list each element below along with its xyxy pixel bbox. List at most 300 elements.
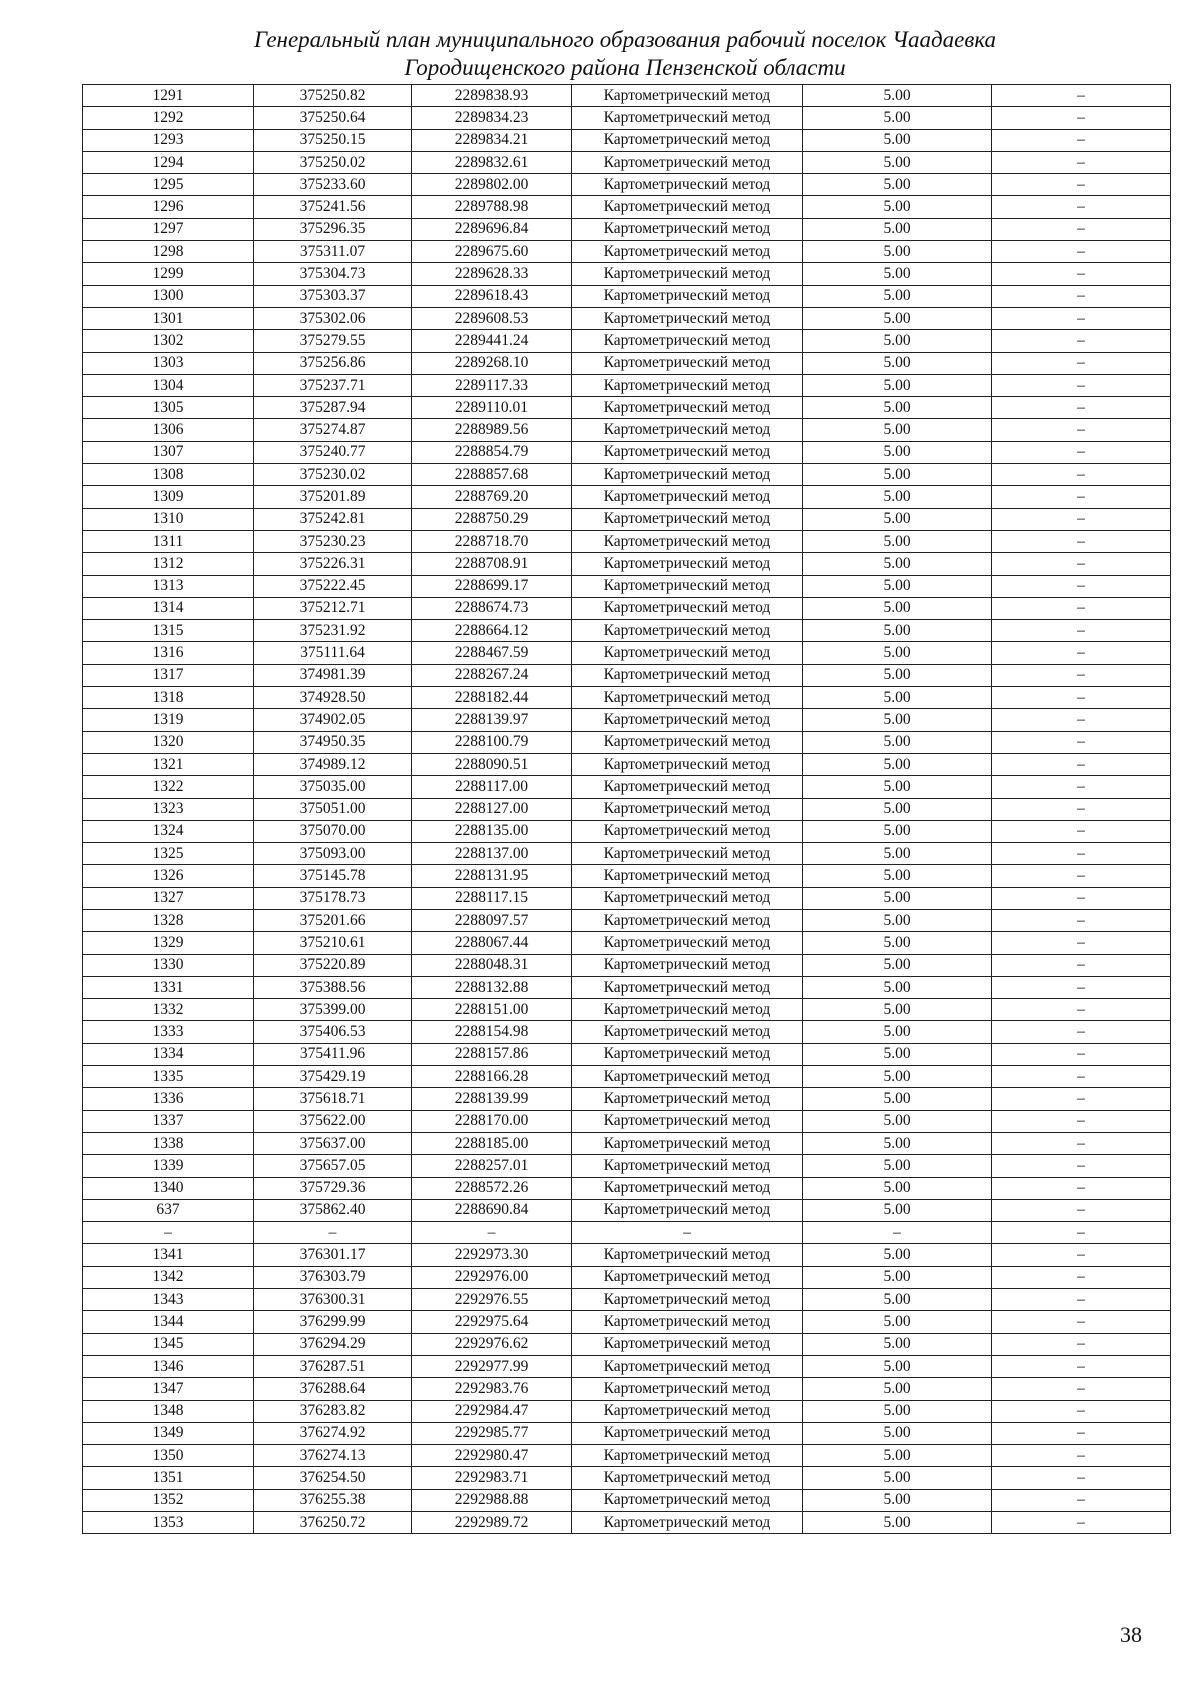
- description-cell: –: [992, 620, 1171, 642]
- method-cell: Картометрический метод: [572, 709, 803, 731]
- method-cell: Картометрический метод: [572, 1177, 803, 1199]
- accuracy-cell: 5.00: [803, 307, 992, 329]
- accuracy-cell: 5.00: [803, 218, 992, 240]
- method-cell: Картометрический метод: [572, 1110, 803, 1132]
- description-cell: –: [992, 1467, 1171, 1489]
- method-cell: Картометрический метод: [572, 174, 803, 196]
- method-cell: Картометрический метод: [572, 1422, 803, 1444]
- x-coordinate-cell: 375388.56: [254, 976, 412, 998]
- table-row: [83, 776, 1171, 798]
- description-cell: –: [992, 1422, 1171, 1444]
- description-cell: –: [992, 553, 1171, 575]
- x-coordinate-cell: 375145.78: [254, 865, 412, 887]
- method-cell: Картометрический метод: [572, 352, 803, 374]
- y-coordinate-cell: 2292985.77: [412, 1422, 572, 1444]
- x-coordinate-cell: 375035.00: [254, 776, 412, 798]
- table-row: [83, 1021, 1171, 1043]
- method-cell: Картометрический метод: [572, 575, 803, 597]
- description-cell: –: [992, 1222, 1171, 1244]
- description-cell: –: [992, 397, 1171, 419]
- table-row: [83, 1311, 1171, 1333]
- point-number-cell: 1291: [83, 85, 254, 107]
- method-cell: Картометрический метод: [572, 330, 803, 352]
- y-coordinate-cell: 2292983.71: [412, 1467, 572, 1489]
- description-cell: –: [992, 976, 1171, 998]
- table-row: [83, 976, 1171, 998]
- method-cell: Картометрический метод: [572, 397, 803, 419]
- point-number-cell: 1329: [83, 932, 254, 954]
- accuracy-cell: 5.00: [803, 397, 992, 419]
- accuracy-cell: 5.00: [803, 1110, 992, 1132]
- point-number-cell: 1308: [83, 464, 254, 486]
- x-coordinate-cell: 375304.73: [254, 263, 412, 285]
- y-coordinate-cell: 2289832.61: [412, 151, 572, 173]
- accuracy-cell: 5.00: [803, 174, 992, 196]
- description-cell: –: [992, 932, 1171, 954]
- accuracy-cell: 5.00: [803, 285, 992, 307]
- description-cell: –: [992, 709, 1171, 731]
- method-cell: Картометрический метод: [572, 976, 803, 998]
- point-number-cell: 1351: [83, 1467, 254, 1489]
- description-cell: –: [992, 776, 1171, 798]
- page-header: [80, 26, 1170, 82]
- table-row: [83, 642, 1171, 664]
- description-cell: –: [992, 1489, 1171, 1511]
- y-coordinate-cell: 2288100.79: [412, 731, 572, 753]
- table-row: [83, 1289, 1171, 1311]
- method-cell: Картометрический метод: [572, 664, 803, 686]
- table-row: [83, 753, 1171, 775]
- x-coordinate-cell: 375250.15: [254, 129, 412, 151]
- method-cell: Картометрический метод: [572, 374, 803, 396]
- accuracy-cell: 5.00: [803, 1489, 992, 1511]
- method-cell: Картометрический метод: [572, 820, 803, 842]
- accuracy-cell: 5.00: [803, 887, 992, 909]
- x-coordinate-cell: 374989.12: [254, 753, 412, 775]
- description-cell: –: [992, 865, 1171, 887]
- accuracy-cell: 5.00: [803, 107, 992, 129]
- accuracy-cell: –: [803, 1222, 992, 1244]
- table-row: [83, 1222, 1171, 1244]
- accuracy-cell: 5.00: [803, 1199, 992, 1221]
- method-cell: Картометрический метод: [572, 798, 803, 820]
- x-coordinate-cell: 374902.05: [254, 709, 412, 731]
- accuracy-cell: 5.00: [803, 151, 992, 173]
- table-row: [83, 1199, 1171, 1221]
- x-coordinate-cell: 375657.05: [254, 1155, 412, 1177]
- method-cell: Картометрический метод: [572, 843, 803, 865]
- table-row: [83, 241, 1171, 263]
- accuracy-cell: 5.00: [803, 508, 992, 530]
- x-coordinate-cell: 375237.71: [254, 374, 412, 396]
- table-row: [83, 508, 1171, 530]
- point-number-cell: 1321: [83, 753, 254, 775]
- point-number-cell: 1298: [83, 241, 254, 263]
- x-coordinate-cell: 375093.00: [254, 843, 412, 865]
- y-coordinate-cell: 2288572.26: [412, 1177, 572, 1199]
- table-row: [83, 575, 1171, 597]
- table-row: [83, 1066, 1171, 1088]
- table-row: [83, 709, 1171, 731]
- accuracy-cell: 5.00: [803, 1467, 992, 1489]
- y-coordinate-cell: 2288117.00: [412, 776, 572, 798]
- y-coordinate-cell: 2289117.33: [412, 374, 572, 396]
- point-number-cell: 1333: [83, 1021, 254, 1043]
- method-cell: Картометрический метод: [572, 1199, 803, 1221]
- x-coordinate-cell: 375201.89: [254, 486, 412, 508]
- table-row: [83, 441, 1171, 463]
- description-cell: –: [992, 1311, 1171, 1333]
- accuracy-cell: 5.00: [803, 932, 992, 954]
- x-coordinate-cell: 375296.35: [254, 218, 412, 240]
- description-cell: –: [992, 1021, 1171, 1043]
- point-number-cell: 1301: [83, 307, 254, 329]
- y-coordinate-cell: 2288132.88: [412, 976, 572, 998]
- y-coordinate-cell: –: [412, 1222, 572, 1244]
- accuracy-cell: 5.00: [803, 241, 992, 263]
- point-number-cell: 1292: [83, 107, 254, 129]
- x-coordinate-cell: 375256.86: [254, 352, 412, 374]
- table-row: [83, 1177, 1171, 1199]
- point-number-cell: 1314: [83, 597, 254, 619]
- method-cell: Картометрический метод: [572, 263, 803, 285]
- table-row: [83, 1043, 1171, 1065]
- y-coordinate-cell: 2288182.44: [412, 687, 572, 709]
- accuracy-cell: 5.00: [803, 1422, 992, 1444]
- point-number-cell: 1294: [83, 151, 254, 173]
- accuracy-cell: 5.00: [803, 731, 992, 753]
- point-number-cell: 1322: [83, 776, 254, 798]
- method-cell: Картометрический метод: [572, 753, 803, 775]
- method-cell: Картометрический метод: [572, 441, 803, 463]
- description-cell: –: [992, 1155, 1171, 1177]
- y-coordinate-cell: 2289834.23: [412, 107, 572, 129]
- table-row: [83, 1378, 1171, 1400]
- x-coordinate-cell: 375279.55: [254, 330, 412, 352]
- point-number-cell: 1293: [83, 129, 254, 151]
- description-cell: –: [992, 508, 1171, 530]
- description-cell: –: [992, 285, 1171, 307]
- point-number-cell: 1307: [83, 441, 254, 463]
- accuracy-cell: 5.00: [803, 441, 992, 463]
- point-number-cell: 1350: [83, 1445, 254, 1467]
- accuracy-cell: 5.00: [803, 753, 992, 775]
- x-coordinate-cell: 376274.92: [254, 1422, 412, 1444]
- description-cell: –: [992, 374, 1171, 396]
- table-row: [83, 419, 1171, 441]
- accuracy-cell: 5.00: [803, 263, 992, 285]
- y-coordinate-cell: 2288170.00: [412, 1110, 572, 1132]
- y-coordinate-cell: 2289608.53: [412, 307, 572, 329]
- point-number-cell: 1340: [83, 1177, 254, 1199]
- header-line-2: Городищенского района Пензенской области: [404, 55, 846, 80]
- method-cell: Картометрический метод: [572, 530, 803, 552]
- table-row: [83, 597, 1171, 619]
- y-coordinate-cell: 2288708.91: [412, 553, 572, 575]
- description-cell: –: [992, 85, 1171, 107]
- accuracy-cell: 5.00: [803, 776, 992, 798]
- accuracy-cell: 5.00: [803, 129, 992, 151]
- accuracy-cell: 5.00: [803, 1333, 992, 1355]
- table-row: [83, 129, 1171, 151]
- y-coordinate-cell: 2288467.59: [412, 642, 572, 664]
- y-coordinate-cell: 2288166.28: [412, 1066, 572, 1088]
- table-row: [83, 553, 1171, 575]
- accuracy-cell: 5.00: [803, 709, 992, 731]
- table-row: [83, 85, 1171, 107]
- method-cell: Картометрический метод: [572, 486, 803, 508]
- accuracy-cell: 5.00: [803, 575, 992, 597]
- y-coordinate-cell: 2292976.55: [412, 1289, 572, 1311]
- table-row: [83, 1489, 1171, 1511]
- x-coordinate-cell: 375070.00: [254, 820, 412, 842]
- x-coordinate-cell: 375311.07: [254, 241, 412, 263]
- accuracy-cell: 5.00: [803, 85, 992, 107]
- table-row: [83, 1266, 1171, 1288]
- x-coordinate-cell: 374950.35: [254, 731, 412, 753]
- method-cell: Картометрический метод: [572, 1132, 803, 1154]
- accuracy-cell: 5.00: [803, 1021, 992, 1043]
- x-coordinate-cell: 376303.79: [254, 1266, 412, 1288]
- description-cell: –: [992, 1132, 1171, 1154]
- method-cell: Картометрический метод: [572, 597, 803, 619]
- method-cell: Картометрический метод: [572, 909, 803, 931]
- accuracy-cell: 5.00: [803, 1512, 992, 1534]
- table-row: [83, 397, 1171, 419]
- method-cell: Картометрический метод: [572, 865, 803, 887]
- table-row: [83, 374, 1171, 396]
- y-coordinate-cell: 2292975.64: [412, 1311, 572, 1333]
- x-coordinate-cell: 375250.64: [254, 107, 412, 129]
- description-cell: –: [992, 1199, 1171, 1221]
- accuracy-cell: 5.00: [803, 1355, 992, 1377]
- point-number-cell: 1348: [83, 1400, 254, 1422]
- description-cell: –: [992, 664, 1171, 686]
- description-cell: –: [992, 307, 1171, 329]
- description-cell: –: [992, 1088, 1171, 1110]
- accuracy-cell: 5.00: [803, 687, 992, 709]
- method-cell: Картометрический метод: [572, 1378, 803, 1400]
- table-row: [83, 798, 1171, 820]
- description-cell: –: [992, 1378, 1171, 1400]
- y-coordinate-cell: 2292977.99: [412, 1355, 572, 1377]
- x-coordinate-cell: 375411.96: [254, 1043, 412, 1065]
- y-coordinate-cell: 2292976.00: [412, 1266, 572, 1288]
- method-cell: Картометрический метод: [572, 1445, 803, 1467]
- x-coordinate-cell: 376287.51: [254, 1355, 412, 1377]
- description-cell: –: [992, 530, 1171, 552]
- point-number-cell: 1327: [83, 887, 254, 909]
- method-cell: Картометрический метод: [572, 107, 803, 129]
- accuracy-cell: 5.00: [803, 1400, 992, 1422]
- method-cell: Картометрический метод: [572, 1043, 803, 1065]
- accuracy-cell: 5.00: [803, 1066, 992, 1088]
- description-cell: –: [992, 218, 1171, 240]
- point-number-cell: 1343: [83, 1289, 254, 1311]
- y-coordinate-cell: 2288267.24: [412, 664, 572, 686]
- method-cell: Картометрический метод: [572, 419, 803, 441]
- y-coordinate-cell: 2288117.15: [412, 887, 572, 909]
- y-coordinate-cell: 2288664.12: [412, 620, 572, 642]
- point-number-cell: 1310: [83, 508, 254, 530]
- method-cell: Картометрический метод: [572, 508, 803, 530]
- description-cell: –: [992, 174, 1171, 196]
- x-coordinate-cell: 376255.38: [254, 1489, 412, 1511]
- point-number-cell: 1309: [83, 486, 254, 508]
- description-cell: –: [992, 196, 1171, 218]
- method-cell: Картометрический метод: [572, 464, 803, 486]
- point-number-cell: 1315: [83, 620, 254, 642]
- coordinates-table-body: [83, 85, 1171, 1534]
- point-number-cell: 1323: [83, 798, 254, 820]
- table-row: [83, 1400, 1171, 1422]
- x-coordinate-cell: 376294.29: [254, 1333, 412, 1355]
- y-coordinate-cell: 2289696.84: [412, 218, 572, 240]
- x-coordinate-cell: 375242.81: [254, 508, 412, 530]
- table-row: [83, 196, 1171, 218]
- method-cell: Картометрический метод: [572, 731, 803, 753]
- y-coordinate-cell: 2288097.57: [412, 909, 572, 931]
- y-coordinate-cell: 2288135.00: [412, 820, 572, 842]
- point-number-cell: 1300: [83, 285, 254, 307]
- point-number-cell: 637: [83, 1199, 254, 1221]
- point-number-cell: 1299: [83, 263, 254, 285]
- point-number-cell: 1337: [83, 1110, 254, 1132]
- table-row: [83, 464, 1171, 486]
- point-number-cell: –: [83, 1222, 254, 1244]
- description-cell: –: [992, 1400, 1171, 1422]
- method-cell: Картометрический метод: [572, 307, 803, 329]
- table-row: [83, 1467, 1171, 1489]
- table-row: [83, 330, 1171, 352]
- x-coordinate-cell: 375201.66: [254, 909, 412, 931]
- description-cell: –: [992, 241, 1171, 263]
- method-cell: Картометрический метод: [572, 1155, 803, 1177]
- x-coordinate-cell: 375406.53: [254, 1021, 412, 1043]
- method-cell: –: [572, 1222, 803, 1244]
- point-number-cell: 1349: [83, 1422, 254, 1444]
- table-row: [83, 1333, 1171, 1355]
- table-row: [83, 664, 1171, 686]
- x-coordinate-cell: 375226.31: [254, 553, 412, 575]
- x-coordinate-cell: 375729.36: [254, 1177, 412, 1199]
- point-number-cell: 1353: [83, 1512, 254, 1534]
- method-cell: Картометрический метод: [572, 642, 803, 664]
- method-cell: Картометрический метод: [572, 1289, 803, 1311]
- description-cell: –: [992, 798, 1171, 820]
- point-number-cell: 1297: [83, 218, 254, 240]
- x-coordinate-cell: 375241.56: [254, 196, 412, 218]
- point-number-cell: 1345: [83, 1333, 254, 1355]
- point-number-cell: 1332: [83, 999, 254, 1021]
- point-number-cell: 1316: [83, 642, 254, 664]
- y-coordinate-cell: 2289268.10: [412, 352, 572, 374]
- description-cell: –: [992, 575, 1171, 597]
- method-cell: Картометрический метод: [572, 553, 803, 575]
- x-coordinate-cell: 376254.50: [254, 1467, 412, 1489]
- y-coordinate-cell: 2288048.31: [412, 954, 572, 976]
- accuracy-cell: 5.00: [803, 1177, 992, 1199]
- method-cell: Картометрический метод: [572, 1333, 803, 1355]
- table-row: [83, 263, 1171, 285]
- point-number-cell: 1319: [83, 709, 254, 731]
- method-cell: Картометрический метод: [572, 1021, 803, 1043]
- point-number-cell: 1304: [83, 374, 254, 396]
- table-row: [83, 1155, 1171, 1177]
- description-cell: –: [992, 1289, 1171, 1311]
- point-number-cell: 1339: [83, 1155, 254, 1177]
- description-cell: –: [992, 597, 1171, 619]
- y-coordinate-cell: 2288127.00: [412, 798, 572, 820]
- accuracy-cell: 5.00: [803, 1378, 992, 1400]
- y-coordinate-cell: 2288718.70: [412, 530, 572, 552]
- description-cell: –: [992, 1066, 1171, 1088]
- description-cell: –: [992, 1110, 1171, 1132]
- y-coordinate-cell: 2288674.73: [412, 597, 572, 619]
- point-number-cell: 1352: [83, 1489, 254, 1511]
- y-coordinate-cell: 2289628.33: [412, 263, 572, 285]
- accuracy-cell: 5.00: [803, 352, 992, 374]
- method-cell: Картометрический метод: [572, 151, 803, 173]
- method-cell: Картометрический метод: [572, 1311, 803, 1333]
- table-row: [83, 1244, 1171, 1266]
- table-row: [83, 865, 1171, 887]
- x-coordinate-cell: 375637.00: [254, 1132, 412, 1154]
- table-row: [83, 620, 1171, 642]
- method-cell: Картометрический метод: [572, 1512, 803, 1534]
- x-coordinate-cell: 375618.71: [254, 1088, 412, 1110]
- accuracy-cell: 5.00: [803, 553, 992, 575]
- method-cell: Картометрический метод: [572, 776, 803, 798]
- table-row: [83, 687, 1171, 709]
- point-number-cell: 1325: [83, 843, 254, 865]
- accuracy-cell: 5.00: [803, 642, 992, 664]
- description-cell: –: [992, 1043, 1171, 1065]
- x-coordinate-cell: –: [254, 1222, 412, 1244]
- y-coordinate-cell: 2292984.47: [412, 1400, 572, 1422]
- x-coordinate-cell: 375399.00: [254, 999, 412, 1021]
- x-coordinate-cell: 375178.73: [254, 887, 412, 909]
- accuracy-cell: 5.00: [803, 1244, 992, 1266]
- table-row: [83, 174, 1171, 196]
- y-coordinate-cell: 2288154.98: [412, 1021, 572, 1043]
- y-coordinate-cell: 2288769.20: [412, 486, 572, 508]
- method-cell: Картометрический метод: [572, 887, 803, 909]
- method-cell: Картометрический метод: [572, 1467, 803, 1489]
- y-coordinate-cell: 2292989.72: [412, 1512, 572, 1534]
- y-coordinate-cell: 2288989.56: [412, 419, 572, 441]
- table-row: [83, 932, 1171, 954]
- table-row: [83, 820, 1171, 842]
- description-cell: –: [992, 731, 1171, 753]
- accuracy-cell: 5.00: [803, 1088, 992, 1110]
- y-coordinate-cell: 2289441.24: [412, 330, 572, 352]
- y-coordinate-cell: 2292988.88: [412, 1489, 572, 1511]
- table-row: [83, 307, 1171, 329]
- y-coordinate-cell: 2288151.00: [412, 999, 572, 1021]
- accuracy-cell: 5.00: [803, 196, 992, 218]
- x-coordinate-cell: 375862.40: [254, 1199, 412, 1221]
- point-number-cell: 1346: [83, 1355, 254, 1377]
- x-coordinate-cell: 375303.37: [254, 285, 412, 307]
- method-cell: Картометрический метод: [572, 285, 803, 307]
- table-row: [83, 107, 1171, 129]
- table-row: [83, 1355, 1171, 1377]
- accuracy-cell: 5.00: [803, 1311, 992, 1333]
- description-cell: –: [992, 687, 1171, 709]
- x-coordinate-cell: 375287.94: [254, 397, 412, 419]
- table-row: [83, 909, 1171, 931]
